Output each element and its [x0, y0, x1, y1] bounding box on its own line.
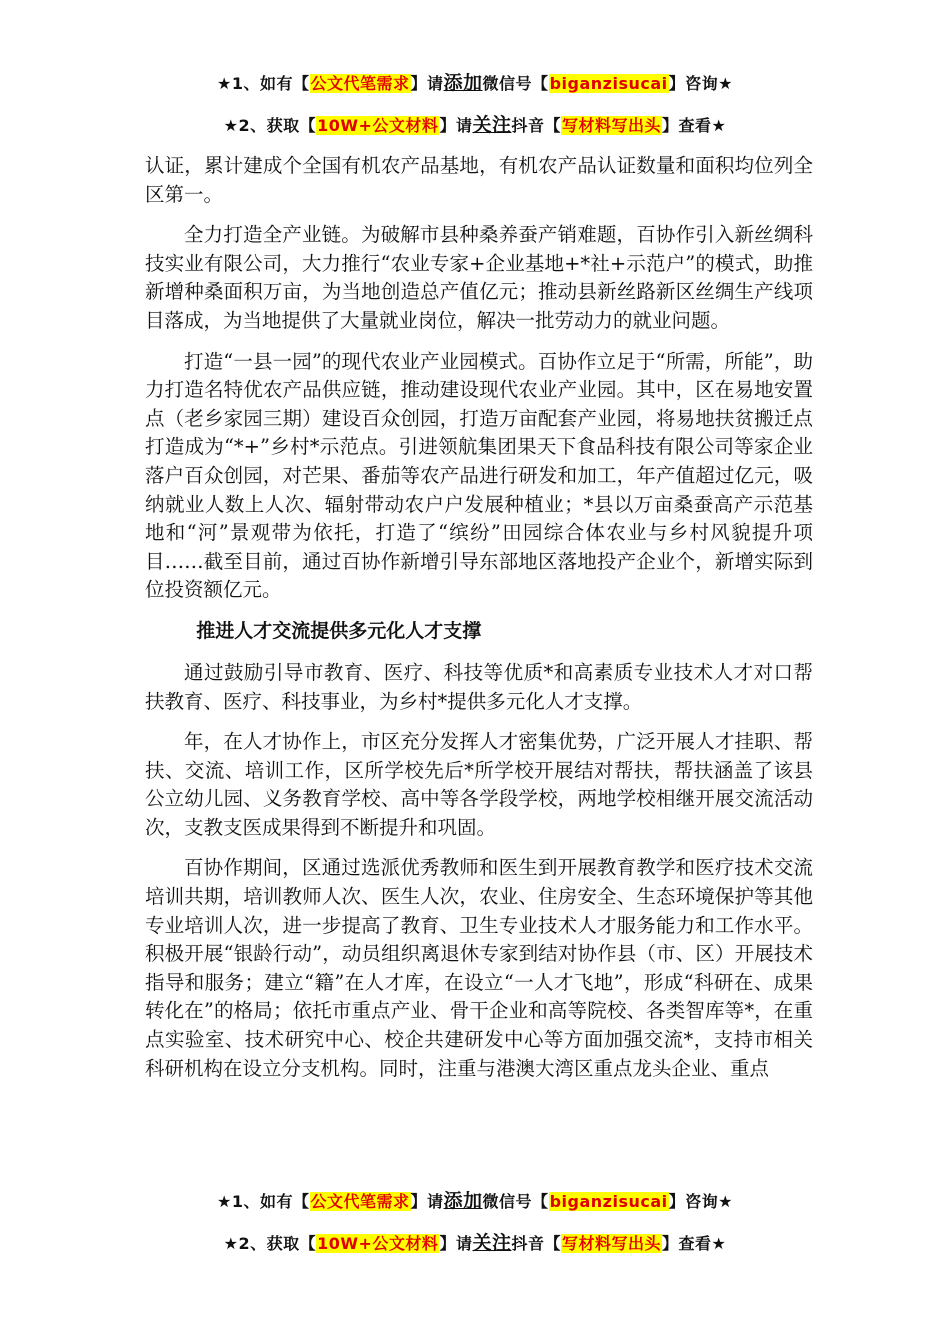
banner-text: 抖音【	[511, 1234, 561, 1253]
section-heading: 推进人才交流提供多元化人才支撑	[196, 619, 482, 642]
highlight-service: 公文代笔需求	[310, 1192, 410, 1211]
emphasis-add: 添加	[443, 72, 483, 94]
footer-banner-line-1	[0, 1186, 950, 1213]
highlight-service: 公文代笔需求	[310, 74, 410, 93]
highlight-materials: 10W+公文材料	[317, 1234, 439, 1253]
footer-banner-line-2	[0, 1228, 950, 1255]
banner-text: 】咨询★	[668, 1192, 733, 1211]
banner-text: 2、获取【	[238, 1234, 317, 1253]
banner-text: 】请	[410, 1192, 444, 1211]
highlight-douyin-account: 写材料写出头	[561, 116, 661, 135]
paragraph-4: 通过鼓励引导市教育、医疗、科技等优质*和高素质专业技术人才对口帮扶教育、医疗、科技事业，为乡村*提供多元化人才支撑。	[145, 660, 813, 713]
banner-text: 】查看★	[662, 1234, 727, 1253]
banner-text: 微信号【	[482, 1192, 549, 1211]
paragraph-1: 认证，累计建成个全国有机农产品基地，有机农产品认证数量和面积均位列全区第一。	[145, 154, 813, 206]
star-icon: ★	[223, 1234, 239, 1253]
star-icon: ★	[217, 74, 232, 93]
banner-text: 微信号【	[482, 74, 549, 93]
banner-text: 1、如有【	[231, 1192, 310, 1211]
banner-text: 】请	[439, 1234, 473, 1253]
banner-text: 】请	[410, 74, 444, 93]
star-icon: ★	[223, 116, 239, 135]
document-body	[145, 152, 813, 1095]
banner-text: 】咨询★	[668, 74, 733, 93]
paragraph-6: 百协作期间，区通过选派优秀教师和医生到开展教育教学和医疗技术交流培训共期，培训教师人次、医生人次，农业、住房安全、生态环境保护等其他专业培训人次，进一步提高了教育、卫生专业技术人才服务能力和工作水平。积极开展“银龄行动”，动员组织离退休专家到结对协作县（市、区）开展技术指导和服务；建立“籍”在人才库，在设立“一人才飞地”，形成“科研在、成果转化在”的格局；依托市重点产业、骨干企业和高等院校、各类智库等*，在重点实验室、技术研究中心、校企共建研发中心等方面加强交流*，支持市相关科研机构在设立分支机构。同时，注重与港澳大湾区重点龙头企业、重点	[145, 856, 813, 1080]
banner-text: 1、如有【	[231, 74, 310, 93]
paragraph-2: 全力打造全产业链。为破解市县种桑养蚕产销难题，百协作引入新丝绸科技实业有限公司，大力推行“农业专家+企业基地+*社+示范户”的模式，助推新增种桑面积万亩，为当地创造总产值亿元；推动县新丝路新区丝绸生产线项目落成，为当地提供了大量就业岗位，解决一批劳动力的就业问题。	[145, 223, 813, 332]
header-banner-line-1	[0, 68, 950, 95]
emphasis-follow: 关注	[472, 1232, 512, 1254]
banner-text: 抖音【	[511, 116, 561, 135]
emphasis-follow: 关注	[472, 114, 512, 136]
highlight-wechat-id: biganzisucai	[549, 74, 668, 93]
highlight-wechat-id: biganzisucai	[549, 1192, 668, 1211]
highlight-materials: 10W+公文材料	[317, 116, 439, 135]
star-icon: ★	[217, 1192, 232, 1211]
paragraph-5: 年，在人才协作上，市区充分发挥人才密集优势，广泛开展人才挂职、帮扶、交流、培训工作，区所学校先后*所学校开展结对帮扶，帮扶涵盖了该县公立幼儿园、义务教育学校、高中等各学段学校，两地学校相继开展交流活动次，支教支医成果得到不断提升和巩固。	[145, 730, 813, 839]
emphasis-add: 添加	[443, 1190, 483, 1212]
banner-text: 】请	[439, 116, 473, 135]
highlight-douyin-account: 写材料写出头	[561, 1234, 661, 1253]
banner-text: 】查看★	[662, 116, 727, 135]
header-banner-line-2	[0, 110, 950, 137]
paragraph-3: 打造“一县一园”的现代农业产业园模式。百协作立足于“所需，所能”，助力打造名特优农产品供应链，推动建设现代农业产业园。其中，区在易地安置点（老乡家园三期）建设百众创园，打造万亩配套产业园，将易地扶贫搬迁点打造成为“*+”乡村*示范点。引进领航集团果天下食品科技有限公司等家企业落户百众创园，对芒果、番茄等农产品进行研发和加工，年产值超过亿元，吸纳就业人数上人次、辐射带动农户户发展种植业；*县以万亩桑蚕高产示范基地和“河”景观带为依托，打造了“缤纷”田园综合体农业与乡村风貌提升项目……截至目前，通过百协作新增引导东部地区落地投产企业个，新增实际到位投资额亿元。	[145, 349, 813, 602]
banner-text: 2、获取【	[238, 116, 317, 135]
